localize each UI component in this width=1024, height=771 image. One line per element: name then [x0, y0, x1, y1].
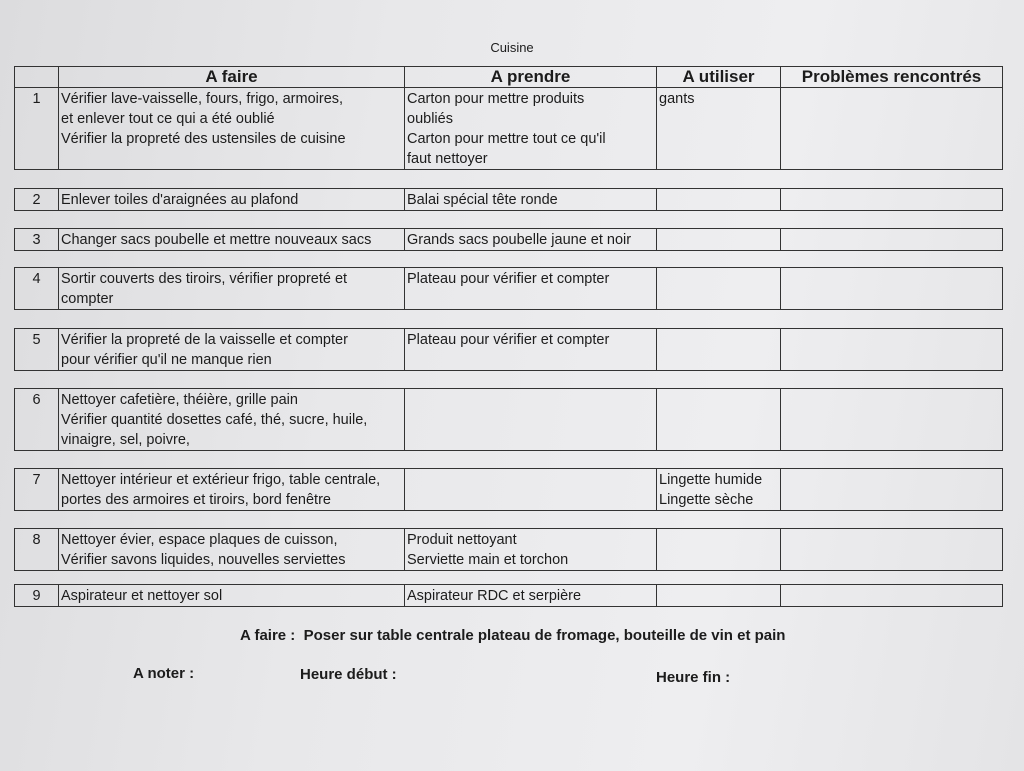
task-block	[14, 584, 1003, 607]
cell-line: Serviette main et torchon	[407, 552, 569, 568]
cell-line: Vérifier savons liquides, nouvelles serviettes	[61, 552, 346, 568]
cell-line: compter	[61, 291, 114, 307]
table-row	[15, 529, 1003, 571]
cell-line: et enlever tout ce qui a été oublié	[61, 111, 275, 127]
table-row	[15, 268, 1003, 310]
a-faire-cell	[59, 189, 405, 211]
row-number: 8	[15, 529, 59, 571]
header-a-prendre: A prendre	[405, 67, 657, 88]
a-faire-cell	[59, 329, 405, 371]
problemes-cell	[781, 469, 1003, 511]
a-prendre-cell	[405, 268, 657, 310]
problemes-cell	[781, 268, 1003, 310]
header-a-faire: A faire	[59, 67, 405, 88]
a-utiliser-cell	[657, 329, 781, 371]
table-row	[15, 389, 1003, 451]
problemes-cell	[781, 585, 1003, 607]
table-row	[15, 189, 1003, 211]
header-problemes: Problèmes rencontrés	[781, 67, 1003, 88]
a-faire-cell	[59, 585, 405, 607]
cell-line: gants	[659, 91, 695, 107]
a-utiliser-cell	[657, 229, 781, 251]
cell-line: Carton pour mettre tout ce qu'il	[407, 131, 606, 147]
task-block	[14, 528, 1003, 571]
a-prendre-cell	[405, 529, 657, 571]
footer-a-faire-text: Poser sur table centrale plateau de fromage, bouteille de vin et pain	[303, 627, 786, 644]
a-prendre-cell	[405, 469, 657, 511]
row-number: 5	[15, 329, 59, 371]
task-block	[14, 468, 1003, 511]
cell-line: Plateau pour vérifier et compter	[407, 271, 610, 287]
header-a-utiliser: A utiliser	[657, 67, 781, 88]
table-row	[15, 469, 1003, 511]
cell-line: portes des armoires et tiroirs, bord fenêtre	[61, 492, 331, 508]
cell-line: Nettoyer cafetière, théière, grille pain	[61, 392, 298, 408]
a-prendre-cell	[405, 88, 657, 170]
cell-line: pour vérifier qu'il ne manque rien	[61, 352, 272, 368]
task-block	[14, 388, 1003, 451]
problemes-cell	[781, 389, 1003, 451]
task-table-header	[14, 66, 1003, 170]
cell-line: faut nettoyer	[407, 151, 488, 167]
cell-line: Plateau pour vérifier et compter	[407, 332, 610, 348]
task-block	[14, 267, 1003, 310]
a-prendre-cell	[405, 389, 657, 451]
table-row	[15, 329, 1003, 371]
cell-line: Balai spécial tête ronde	[407, 192, 558, 208]
a-prendre-cell	[405, 585, 657, 607]
task-block	[14, 228, 1003, 251]
page-title: Cuisine	[490, 40, 534, 55]
cell-line: Changer sacs poubelle et mettre nouveaux sacs	[61, 232, 372, 248]
problemes-cell	[781, 229, 1003, 251]
a-prendre-cell	[405, 329, 657, 371]
cell-line: Lingette sèche	[659, 492, 754, 508]
footer-a-faire	[240, 627, 785, 644]
problemes-cell	[781, 189, 1003, 211]
cell-line: oubliés	[407, 111, 453, 127]
cell-line: Aspirateur RDC et serpière	[407, 588, 582, 604]
cell-line: Lingette humide	[659, 472, 763, 488]
row-number: 2	[15, 189, 59, 211]
cell-line: Enlever toiles d'araignées au plafond	[61, 192, 299, 208]
header-num	[15, 67, 59, 88]
table-row	[15, 88, 1003, 170]
a-utiliser-cell	[657, 389, 781, 451]
footer-heure-debut: Heure début :	[300, 666, 397, 683]
row-number: 6	[15, 389, 59, 451]
row-number: 1	[15, 88, 59, 170]
cell-line: Vérifier lave-vaisselle, fours, frigo, armoires,	[61, 91, 344, 107]
a-utiliser-cell	[657, 585, 781, 607]
a-utiliser-cell	[657, 469, 781, 511]
cell-line: Grands sacs poubelle jaune et noir	[407, 232, 632, 248]
a-prendre-cell	[405, 189, 657, 211]
a-prendre-cell	[405, 229, 657, 251]
a-utiliser-cell	[657, 189, 781, 211]
row-number: 7	[15, 469, 59, 511]
cell-line: Aspirateur et nettoyer sol	[61, 588, 223, 604]
a-faire-cell	[59, 229, 405, 251]
table-row	[15, 229, 1003, 251]
a-utiliser-cell	[657, 88, 781, 170]
a-utiliser-cell	[657, 268, 781, 310]
problemes-cell	[781, 529, 1003, 571]
cell-line: Nettoyer évier, espace plaques de cuisson,	[61, 532, 338, 548]
footer-heure-fin: Heure fin :	[656, 669, 731, 686]
footer-a-noter: A noter :	[133, 665, 195, 682]
a-faire-cell	[59, 389, 405, 451]
a-utiliser-cell	[657, 529, 781, 571]
problemes-cell	[781, 88, 1003, 170]
row-number: 3	[15, 229, 59, 251]
cell-line: Vérifier la propreté des ustensiles de cuisine	[61, 131, 346, 147]
cell-line: vinaigre, sel, poivre,	[61, 432, 190, 448]
a-faire-cell	[59, 88, 405, 170]
cell-line: Produit nettoyant	[407, 532, 517, 548]
cell-line: Carton pour mettre produits	[407, 91, 585, 107]
a-faire-cell	[59, 469, 405, 511]
cell-line: Nettoyer intérieur et extérieur frigo, table centrale,	[61, 472, 381, 488]
a-faire-cell	[59, 268, 405, 310]
a-faire-cell	[59, 529, 405, 571]
task-block	[14, 328, 1003, 371]
problemes-cell	[781, 329, 1003, 371]
table-row	[15, 585, 1003, 607]
cell-line: Vérifier la propreté de la vaisselle et compter	[61, 332, 348, 348]
cell-line: Vérifier quantité dosettes café, thé, sucre, huile,	[61, 412, 368, 428]
cell-line: Sortir couverts des tiroirs, vérifier propreté et	[61, 271, 348, 287]
row-number: 4	[15, 268, 59, 310]
task-block	[14, 188, 1003, 211]
footer-a-faire-label: A faire :	[240, 627, 296, 644]
row-number: 9	[15, 585, 59, 607]
